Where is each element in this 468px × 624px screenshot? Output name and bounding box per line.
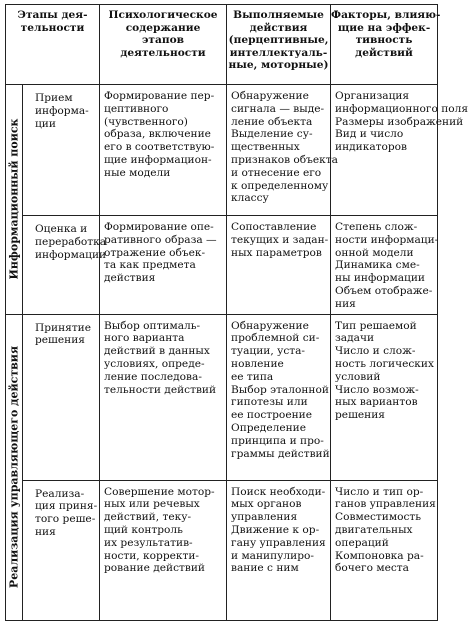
- header-psych-content-text: [100, 9, 226, 59]
- text-line: ные модели: [104, 166, 171, 179]
- actions-cell: [227, 85, 338, 216]
- text-line: ных или речевых: [104, 498, 200, 511]
- text-line: рование действий: [104, 562, 205, 575]
- factors-text: [335, 485, 436, 576]
- stage-cell: [23, 216, 107, 315]
- text-line: ность логических: [335, 357, 434, 370]
- text-line: Сопоставление: [231, 221, 317, 233]
- actions-text: [231, 486, 326, 576]
- text-line: Совершение мотор-: [104, 485, 215, 498]
- header-factors-text: [331, 9, 441, 59]
- stage-text: [35, 223, 107, 261]
- content-cell: [100, 85, 227, 216]
- stage-cell: [23, 314, 100, 480]
- text-line: Выполняемые: [233, 9, 324, 21]
- text-line: информации: [35, 248, 107, 261]
- text-line: Выбор эталонной: [231, 383, 329, 396]
- text-line: образа, включение: [104, 128, 211, 141]
- text-line: мых органов: [231, 498, 302, 511]
- factors-text: [335, 90, 468, 154]
- text-line: Факторы, влияю-: [331, 9, 441, 21]
- text-line: ление объекта: [231, 115, 313, 128]
- text-line: информа-: [35, 104, 89, 117]
- actions-cell: [227, 314, 331, 480]
- text-line: содержание: [125, 21, 201, 34]
- text-line: Объем отображе-: [335, 284, 433, 297]
- text-line: щий контроль: [104, 523, 183, 536]
- text-line: ее построение: [231, 409, 312, 422]
- factors-cell: [331, 85, 468, 216]
- text-line: сигнала — выде-: [231, 102, 325, 115]
- text-line: Выделение су-: [231, 128, 313, 141]
- stage-text: [35, 92, 95, 130]
- text-line: Организация: [335, 90, 410, 102]
- content-text: [104, 90, 222, 180]
- text-line: Выбор оптималь-: [104, 319, 201, 332]
- text-line: условий: [335, 370, 381, 383]
- stage-cell: [23, 480, 100, 620]
- header-psych-content: [100, 5, 227, 85]
- content-cell: [100, 314, 227, 480]
- text-line: ных параметров: [231, 246, 322, 259]
- text-line: индикаторов: [335, 141, 408, 154]
- text-line: новление: [231, 357, 284, 370]
- text-line: ния: [335, 297, 356, 310]
- text-line: его в соответствую-: [104, 141, 215, 154]
- text-line: Компоновка ра-: [335, 549, 424, 562]
- text-line: ление последова-: [104, 370, 202, 383]
- text-line: бочего места: [335, 562, 409, 575]
- text-line: к определенному: [231, 179, 329, 192]
- text-line: щие информацион-: [104, 153, 212, 166]
- text-line: щественных: [231, 141, 300, 154]
- text-line: Реализа-: [35, 487, 85, 500]
- text-line: Размеры изображений: [335, 115, 464, 128]
- header-factors: [331, 5, 441, 85]
- text-line: гану управления: [231, 536, 326, 549]
- text-line: переработка: [35, 235, 107, 248]
- text-line: и манипулиро-: [231, 549, 314, 562]
- text-line: ны информации: [335, 272, 425, 285]
- text-line: ные, моторные): [228, 59, 329, 72]
- text-line: решения: [335, 409, 385, 422]
- text-line: туации, уста-: [231, 345, 306, 358]
- text-line: Движение к ор-: [231, 523, 320, 536]
- text-line: ция приня-: [35, 500, 98, 513]
- text-line: этапов: [141, 34, 185, 47]
- table-row: [6, 314, 438, 480]
- text-line: Этапы дея-: [17, 9, 88, 21]
- text-line: Вид и число: [335, 128, 404, 141]
- text-line: решения: [35, 334, 85, 347]
- header-actions-text: [227, 9, 330, 72]
- text-line: текущих и задан-: [231, 233, 329, 246]
- text-line: Формирование пер-: [104, 90, 215, 102]
- actions-cell: [227, 216, 331, 315]
- header-row: [6, 5, 438, 85]
- factors-text: [335, 320, 433, 422]
- text-line: действия: [104, 272, 156, 285]
- text-line: действия: [249, 21, 308, 34]
- content-text: [104, 486, 222, 576]
- text-line: действий в данных: [104, 345, 210, 358]
- text-line: (чувственного): [104, 115, 188, 128]
- text-line: Число возмож-: [335, 383, 419, 396]
- text-line: признаков объекта: [231, 153, 338, 166]
- stage-cell: [23, 85, 100, 216]
- text-line: того реше-: [35, 513, 96, 526]
- text-line: ганов управления: [335, 498, 436, 511]
- text-line: информационного поля: [335, 102, 468, 115]
- header-stages-text: [6, 9, 99, 34]
- text-line: Обнаружение: [231, 319, 309, 332]
- text-line: их результатив-: [104, 536, 193, 549]
- text-line: Степень слож-: [335, 221, 418, 233]
- text-line: ния: [35, 525, 56, 538]
- header-actions: [227, 5, 331, 85]
- stage-text: [35, 322, 95, 348]
- text-line: онной модели: [335, 246, 414, 259]
- text-line: ности информаци-: [335, 233, 439, 246]
- text-line: операций: [335, 536, 389, 549]
- text-line: щие на эффек-: [337, 21, 431, 34]
- text-line: граммы действий: [231, 447, 330, 460]
- factors-cell: [331, 216, 438, 315]
- text-line: Число и слож-: [335, 345, 416, 358]
- group-label: Реализация управляющего действия: [7, 346, 21, 589]
- text-line: ее типа: [231, 370, 274, 383]
- text-line: Формирование опе-: [104, 221, 214, 233]
- stage-text: [35, 487, 98, 539]
- text-line: Определение: [231, 421, 306, 434]
- text-line: (перцептивные,: [228, 34, 329, 47]
- text-line: ративного образа —: [104, 233, 217, 246]
- text-line: двигательных: [335, 523, 413, 536]
- text-line: Совместимость: [335, 511, 422, 524]
- header-stages: [6, 5, 100, 85]
- text-line: действий: [355, 46, 413, 59]
- factors-cell: [331, 314, 438, 480]
- group-label: Информационный поиск: [7, 118, 21, 280]
- actions-text: [231, 90, 338, 205]
- text-line: Тип решаемой: [335, 319, 417, 332]
- text-line: Число и тип ор-: [335, 485, 424, 498]
- text-line: цептивного: [104, 102, 169, 115]
- group-action-implementation: [6, 314, 23, 620]
- content-cell: [100, 216, 227, 315]
- text-line: управления: [231, 511, 298, 524]
- text-line: Поиск необходи-: [231, 485, 326, 498]
- content-cell: [100, 480, 227, 620]
- text-line: та как предмета: [104, 259, 196, 272]
- activity-stages-table: [5, 4, 468, 621]
- text-line: Прием: [35, 92, 73, 104]
- text-line: Психологическое: [108, 9, 218, 21]
- factors-cell: [331, 480, 438, 620]
- text-line: условиях, опреде-: [104, 357, 205, 370]
- text-line: классу: [231, 192, 269, 205]
- text-line: тельности действий: [104, 383, 217, 396]
- text-line: задачи: [335, 332, 375, 345]
- text-line: ных вариантов: [335, 396, 418, 409]
- text-line: ности, корректи-: [104, 549, 199, 562]
- actions-cell: [227, 480, 331, 620]
- table-row: [6, 480, 438, 620]
- text-line: тивность: [355, 34, 413, 47]
- text-line: и отнесение его: [231, 166, 322, 179]
- text-line: тельности: [20, 21, 85, 34]
- text-line: проблемной си-: [231, 332, 320, 345]
- factors-text: [335, 221, 439, 311]
- text-line: Оценка и: [35, 223, 88, 235]
- text-line: ного варианта: [104, 332, 185, 345]
- table-row: [6, 216, 438, 315]
- text-line: интеллектуаль-: [229, 46, 328, 59]
- text-line: деятельности: [120, 46, 206, 59]
- text-line: отражение объек-: [104, 246, 206, 259]
- text-line: Принятие: [35, 321, 92, 334]
- content-text: [104, 320, 222, 397]
- content-text: [104, 221, 222, 285]
- group-info-search: [6, 85, 23, 315]
- table-row: [6, 85, 438, 216]
- text-line: Динамика сме-: [335, 259, 420, 272]
- text-line: ции: [35, 117, 56, 130]
- text-line: гипотезы или: [231, 396, 308, 409]
- actions-text: [231, 221, 329, 259]
- actions-text: [231, 319, 330, 461]
- text-line: вание с ним: [231, 562, 299, 575]
- text-line: Обнаружение: [231, 90, 309, 102]
- text-line: принципа и про-: [231, 434, 324, 447]
- text-line: действий, теку-: [104, 511, 192, 524]
